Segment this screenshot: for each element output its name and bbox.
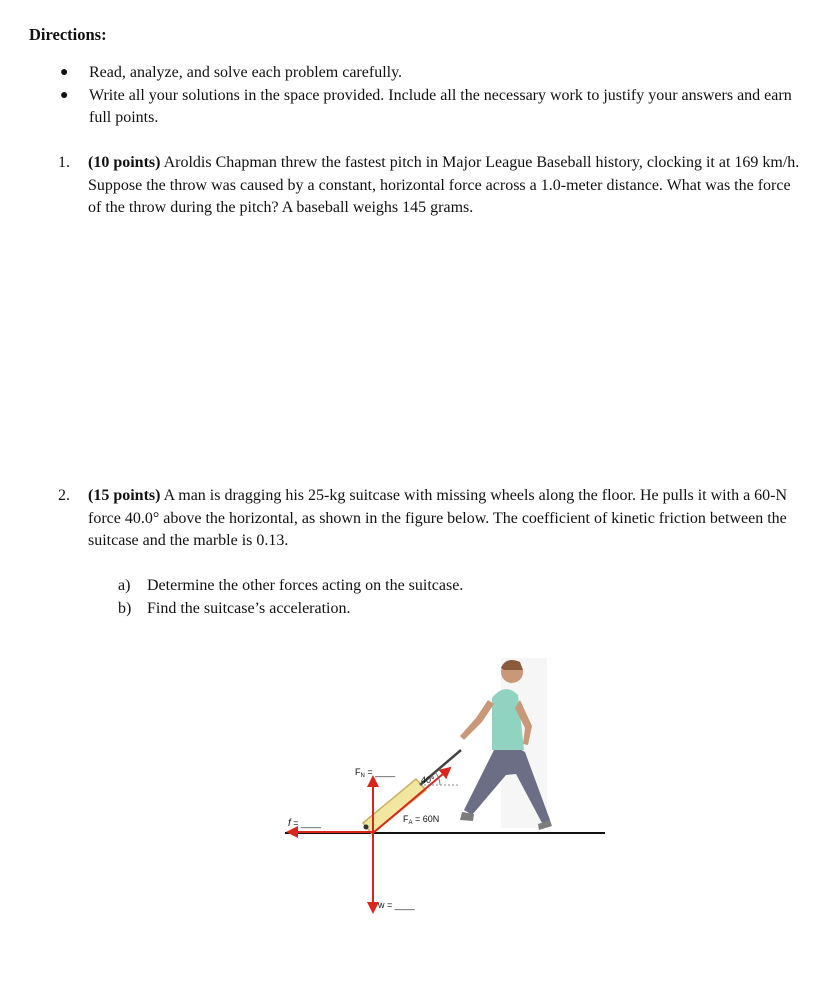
man-illustration	[460, 658, 552, 830]
man-arm	[460, 700, 494, 740]
problem-body	[88, 485, 803, 553]
applied-force-label: $F_A = 60N$	[403, 814, 440, 826]
directions-heading: Directions:	[29, 25, 107, 44]
problem-number: 1.	[58, 154, 70, 171]
suitcase-wheel	[364, 825, 369, 830]
problem-2-parts	[118, 575, 768, 620]
part-label: b)	[118, 599, 132, 617]
bullet-text: Write all your solutions in the space provided. Include all the necessary work to justify your answers and earn full points.	[89, 86, 792, 126]
problem-text: A man is dragging his 25-kg suitcase with missing wheels along the floor. He pulls it with a 60-N force 40.0° above the horizontal, as shown in the figure below. The coefficient of kinetic friction between the suitcase and the marble is 0.13.	[88, 487, 788, 549]
problem-2	[58, 485, 803, 553]
normal-force-label: $F_N$ = ____	[355, 767, 396, 779]
part-a	[118, 575, 768, 598]
bullet-icon: ●	[60, 87, 69, 103]
list-item	[58, 85, 798, 130]
list-item	[58, 62, 798, 85]
part-text: Determine the other forces acting on the suitcase.	[147, 577, 464, 594]
free-body-diagram	[280, 640, 610, 920]
problem-points: (15 points)	[88, 487, 161, 504]
bullet-icon: ●	[60, 65, 69, 80]
problem-body	[88, 152, 803, 220]
part-b	[118, 598, 768, 621]
angle-label: 40°	[421, 775, 435, 785]
problem-points: (10 points)	[88, 154, 161, 171]
problem-number: 2.	[58, 487, 70, 504]
part-label: a)	[118, 577, 131, 594]
part-text: Find the suitcase’s acceleration.	[147, 599, 351, 617]
directions-list	[58, 62, 798, 130]
problem-text: Aroldis Chapman threw the fastest pitch in Major League Baseball history, clocking it at 169 km/h. Suppose the throw was caused by a constant, horizontal force across a 1.0-meter distance. What was the force of the throw during the pitch? A baseball weighs 145 grams.	[88, 154, 800, 216]
weight-label: w = ____	[378, 900, 415, 910]
bullet-text: Read, analyze, and solve each problem carefully.	[89, 64, 403, 81]
friction-label: f = ____	[288, 818, 322, 829]
problem-1	[58, 152, 803, 220]
